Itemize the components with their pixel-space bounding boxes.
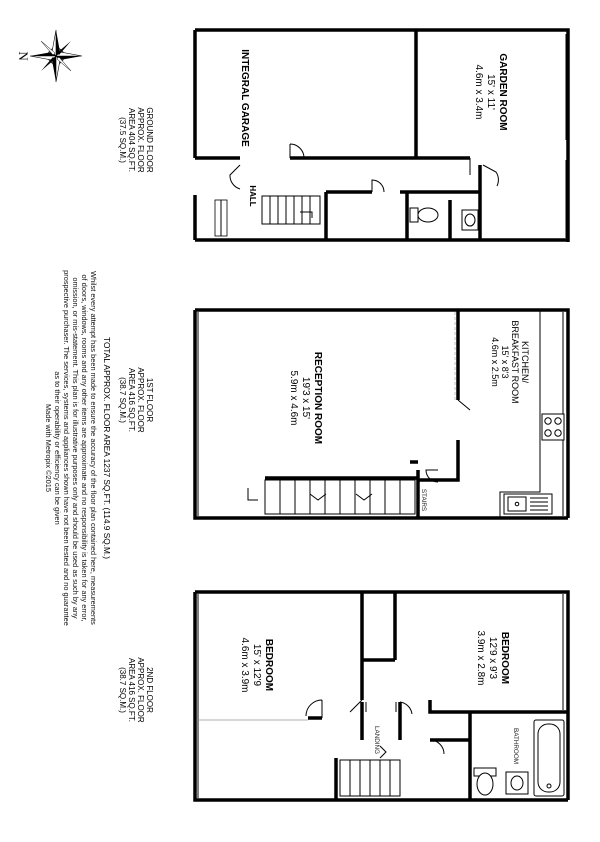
bath-toilet-icon — [474, 768, 496, 795]
landing-label: LANDING — [373, 726, 380, 754]
second-floor-area — [118, 657, 154, 723]
first-floor-sqm: (38.7 SQ.M.) — [118, 377, 127, 423]
ground-floor-area — [118, 107, 154, 173]
second-floor-sqm: (38.7 SQ.M.) — [118, 667, 127, 713]
hob-icon — [542, 414, 564, 440]
total-area: TOTAL APPROX. FLOOR AREA 1237 SQ.FT. (114.9 SQ.M.) — [102, 337, 112, 559]
disclaimer-line-6: Made with Metropix ©2015 — [44, 403, 53, 493]
disclaimer-line-2: of doors, windows, rooms and any other items are approximate and no responsibility is taken for any error, — [80, 274, 89, 622]
kitchen-label-1: KITCHEN/ — [520, 340, 530, 384]
kitchen-label-2: BREAKFAST ROOM — [510, 320, 520, 404]
ground-stairs — [262, 196, 320, 224]
first-floor-approx: APPROX. FLOOR — [136, 367, 145, 433]
garage-label: INTEGRAL GARAGE — [239, 49, 250, 147]
garden-room-metric: 4.6m x 3.4m — [473, 64, 484, 120]
disclaimer-line-4: prospective purchaser. The services, systems and appliances shown have not been tested and no guarantee — [62, 270, 71, 626]
bathroom-label: BATHROOM — [512, 728, 519, 764]
compass-rose — [30, 30, 82, 82]
disclaimer-line-5: as to their operability or efficiency can be given — [53, 371, 62, 525]
second-floor-stairs — [340, 746, 400, 796]
second-floor-sqft: AREA 416 SQ.FT. — [127, 657, 136, 723]
ground-floor-sqft: AREA 404 SQ.FT. — [127, 107, 136, 173]
disclaimer-block — [44, 270, 112, 626]
basin-icon — [462, 210, 478, 230]
bedroom1-imperial: 15' x 12'9 — [251, 643, 262, 687]
disclaimer-line-1: Whilst every attempt has been made to ensure the accuracy of the floor plan contained here, measurements — [89, 271, 98, 625]
ground-floor-name: GROUND FLOOR — [145, 107, 154, 173]
bedroom2-label: BEDROOM — [499, 631, 510, 685]
bedroom2-imperial: 12'9 x 9'3 — [487, 636, 498, 680]
bath-basin-icon — [506, 772, 528, 794]
garden-room-label: GARDEN ROOM — [497, 53, 508, 131]
second-floor-name: 2ND FLOOR — [145, 667, 154, 713]
first-floor-stairs — [248, 480, 415, 514]
kitchen-imperial: 15' x 8'3 — [500, 345, 510, 379]
ground-floor-sqm: (37.5 SQ.M.) — [118, 117, 127, 163]
stairs-label: STAIRS — [420, 488, 427, 512]
first-floor-name: 1ST FLOOR — [145, 377, 154, 423]
sink-icon — [504, 494, 552, 514]
second-floor-plan — [195, 592, 568, 800]
kitchen-metric: 4.6m x 2.5m — [490, 337, 500, 387]
reception-room-metric: 5.9m x 4.6m — [288, 370, 299, 426]
first-floor-sqft: AREA 416 SQ.FT. — [127, 367, 136, 433]
hall-label: HALL — [248, 185, 257, 207]
second-floor-approx: APPROX. FLOOR — [136, 657, 145, 723]
bedroom1-metric: 4.6m x 3.9m — [239, 637, 250, 693]
first-floor-area — [118, 367, 154, 433]
bedroom2-metric: 3.9m x 2.8m — [475, 630, 486, 686]
bedroom1-label: BEDROOM — [263, 638, 274, 692]
ground-floor-approx: APPROX. FLOOR — [136, 107, 145, 173]
toilet-icon — [410, 208, 438, 222]
reception-room-imperial: 19'3 x 15' — [300, 376, 311, 420]
north-label: N — [16, 51, 32, 61]
reception-room-label: RECEPTION ROOM — [312, 351, 323, 445]
disclaimer-line-3: omission, or mis-statement. This plan is for illustrative purposes only and should be used as such by any — [71, 277, 80, 619]
bathtub-icon — [534, 720, 564, 796]
garden-room-imperial: 15' x 11' — [485, 74, 496, 110]
